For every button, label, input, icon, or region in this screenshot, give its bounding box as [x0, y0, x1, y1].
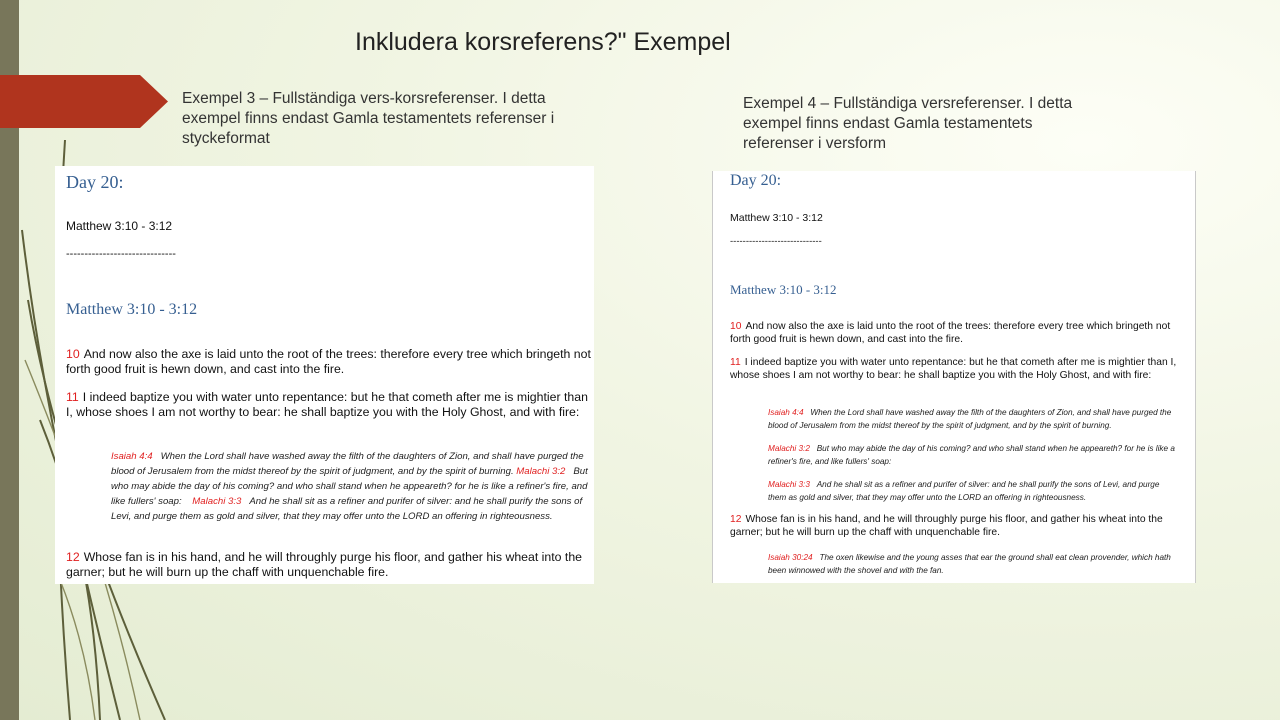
cross-reference-link[interactable]: Isaiah 30:24: [768, 553, 813, 562]
verse-number: 11: [66, 390, 79, 404]
cross-reference-link[interactable]: Malachi 3:2: [516, 466, 566, 477]
divider-line: -----------------------------: [730, 236, 822, 247]
cross-reference-link[interactable]: Malachi 3:3: [768, 480, 810, 489]
verse-number: 10: [730, 321, 742, 332]
verse-number: 10: [66, 347, 80, 361]
verse-text: Whose fan is in his hand, and he will throughly purge his floor, and gather his wheat into the garner; but he will burn up the chaff with unquenchable fire.: [66, 550, 583, 579]
cross-reference-text: The oxen likewise and the young asses that ear the ground shall eat clean provender, which hath been winnowed with the shovel and with the fan.: [768, 553, 1171, 575]
cross-reference-paragraph: [111, 449, 593, 524]
caption-example-3: Exempel 3 – Fullständiga vers-korsreferenser. I detta exempel finns endast Gamla testamentets referenser i styckeformat: [182, 90, 555, 147]
passage-heading: Matthew 3:10 - 3:12: [66, 301, 198, 318]
verse-text: Whose fan is in his hand, and he will throughly purge his floor, and gather his wheat into the garner; but he will burn up the chaff with unquenchable fire.: [730, 514, 1163, 538]
divider-line: ------------------------------: [66, 248, 176, 260]
cross-reference-text: But who may abide the day of his coming? and who shall stand when he appeareth? for he is like a refiner's fire, and like fullers' soap:: [768, 444, 1175, 466]
verse-text: And now also the axe is laid unto the root of the trees: therefore every tree which bringeth not forth good fruit is hewn down, and cast into the fire.: [730, 321, 1171, 345]
verse-12: [730, 513, 1180, 539]
example-4-screenshot: [712, 171, 1196, 583]
verse-10: [66, 347, 591, 377]
example-3-screenshot: [55, 166, 594, 584]
verse-text: I indeed baptize you with water unto repentance: but he that cometh after me is mightier than I, whose shoes I am not worthy to bear: he shall baptize you with the Holy Ghost, and with fire:: [730, 357, 1177, 381]
verse-text: I indeed baptize you with water unto repentance: but he that cometh after me is mightier than I, whose shoes I am not worthy to bear: he shall baptize you with the Holy Ghost, and with fire:: [66, 390, 588, 419]
passage-reference: Matthew 3:10 - 3:12: [66, 219, 173, 233]
cross-reference-text: But who may abide the day of his coming? and who shall stand when he appeareth? for he is like a refiner's fire, and like fullers' soap:: [111, 466, 588, 507]
passage-heading: Matthew 3:10 - 3:12: [730, 282, 837, 297]
verse-number: 12: [66, 550, 80, 564]
cross-reference-verse: [768, 478, 1178, 504]
caption-example-4: Exempel 4 – Fullständiga versreferenser. I detta exempel finns endast Gamla testamentets referenser i versform: [743, 95, 1073, 152]
cross-reference-text: When the Lord shall have washed away the filth of the daughters of Zion, and shall have purged the blood of Jerusalem from the midst thereof by the spirit of judgment, and by the spirit of burning.: [111, 451, 584, 477]
cross-reference-verse: [768, 406, 1178, 432]
title-arrow-banner: [0, 75, 168, 128]
cross-reference-verse: [768, 551, 1178, 577]
verse-text: And now also the axe is laid unto the root of the trees: therefore every tree which bringeth not forth good fruit is hewn down, and cast into the fire.: [66, 347, 591, 376]
cross-reference-link[interactable]: Malachi 3:3: [192, 496, 242, 507]
cross-reference-verse: [768, 442, 1178, 468]
cross-reference-text: And he shall sit as a refiner and purifer of silver: and he shall purify the sons of Levi, and purge them as gold and silver, that they may offer unto the LORD an offering in righteousness.: [111, 496, 583, 522]
cross-reference-link[interactable]: Malachi 3:2: [768, 444, 810, 453]
cross-reference-text: When the Lord shall have washed away the filth of the daughters of Zion, and shall have purged the blood of Jerusalem from the midst thereof by the spirit of judgment, and by the spirit of burning.: [768, 408, 1172, 430]
cross-reference-link[interactable]: Isaiah 4:4: [111, 451, 153, 462]
cross-reference-text: And he shall sit as a refiner and purifer of silver: and he shall purify the sons of Levi, and purge them as gold and silver, that they may offer unto the LORD an offering in righteousness.: [768, 480, 1160, 502]
day-heading: Day 20:: [730, 172, 782, 189]
passage-reference: Matthew 3:10 - 3:12: [730, 212, 823, 224]
verse-12: [66, 550, 591, 580]
verse-number: 11: [730, 357, 741, 368]
verse-10: [730, 320, 1180, 346]
verse-11: [66, 390, 591, 420]
cross-reference-link[interactable]: Isaiah 4:4: [768, 408, 804, 417]
verse-number: 12: [730, 514, 742, 525]
verse-11: [730, 356, 1180, 382]
day-heading: Day 20:: [66, 172, 124, 192]
slide-title: Inkludera korsreferens?" Exempel: [355, 28, 731, 56]
